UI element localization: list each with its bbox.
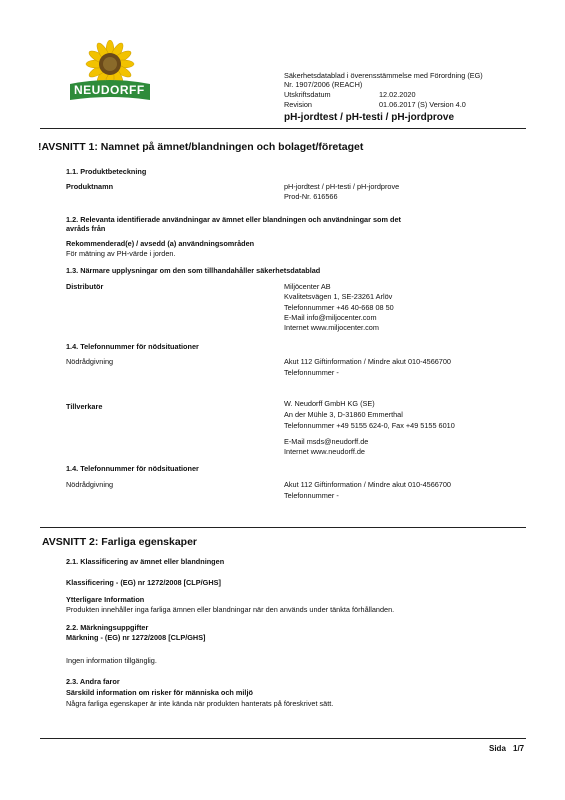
distributor-name: Miljöcenter AB [284,282,331,291]
logo-brand-text: NEUDORFF [74,83,145,97]
print-date-value: 12.02.2020 [379,90,416,99]
s21-more-text: Produkten innehåller inga farliga ämnen eller blandningar när den används under tänkta förhållanden. [66,605,395,614]
header-regulation-line1: Säkerhetsdatablad i överensstämmelse med Förordning (EG) [284,71,483,80]
s14a-line2: Telefonnummer - [284,368,339,377]
manufacturer-address: An der Mühle 3, D-31860 Emmerthal [284,410,403,419]
distributor-label: Distributör [66,282,104,291]
distributor-address: Kvalitetsvägen 1, SE-23261 Arlöv [284,292,393,301]
s12-subheading: Rekommenderad(e) / avsedd (a) användningsområden [66,239,255,248]
s22-heading: 2.2. Märkningsuppgifter [66,623,149,632]
product-name-value: pH-jordtest / pH-testi / pH-jordprove [284,182,400,191]
s14b-heading: 1.4. Telefonnummer för nödsituationer [66,464,199,473]
section-divider [40,527,526,528]
s21-heading: 2.1. Klassificering av ämnet eller blandningen [66,557,225,566]
manufacturer-label: Tillverkare [66,402,103,411]
s12-heading-line2: avråds från [66,224,106,233]
manufacturer-name: W. Neudorff GmbH KG (SE) [284,399,375,408]
revision-label: Revision [284,100,312,109]
s23-subheading: Särskild information om risker för människa och miljö [66,688,253,697]
manufacturer-website: Internet www.neudorff.de [284,447,365,456]
section1-title: !AVSNITT 1: Namnet på ämnet/blandningen och bolaget/företaget [38,141,364,153]
s14b-label: Nödrådgivning [66,480,114,489]
s14b-line2: Telefonnummer - [284,491,339,500]
section2-title: AVSNITT 2: Farliga egenskaper [42,536,198,548]
s21-classification: Klassificering - (EG) nr 1272/2008 [CLP/GHS] [66,578,221,587]
s23-heading: 2.3. Andra faror [66,677,120,686]
distributor-website: Internet www.miljocenter.com [284,323,379,332]
s14a-label: Nödrådgivning [66,357,114,366]
s14a-line1: Akut 112 Giftinformation / Mindre akut 010-4566700 [284,357,451,366]
print-date-label: Utskriftsdatum [284,90,331,99]
s14a-heading: 1.4. Telefonnummer för nödsituationer [66,342,199,351]
s12-text: För mätning av PH-värde i jorden. [66,249,176,258]
distributor-phone: Telefonnummer +46 40-668 08 50 [284,303,394,312]
page-label: Sida [489,744,506,753]
product-number: Prod-Nr. 616566 [284,192,338,201]
footer-divider [40,738,526,739]
s22-subheading: Märkning - (EG) nr 1272/2008 [CLP/GHS] [66,633,206,642]
header-regulation-line2: Nr. 1907/2006 (REACH) [284,80,363,89]
manufacturer-email: E-Mail msds@neudorff.de [284,437,369,446]
s14b-line1: Akut 112 Giftinformation / Mindre akut 010-4566700 [284,480,451,489]
s23-text: Några farliga egenskaper är inte kända när produkten hanterats på föreskrivet sätt. [66,699,334,708]
manufacturer-phone: Telefonnummer +49 5155 624-0, Fax +49 5155 6010 [284,421,455,430]
s13-heading: 1.3. Närmare upplysningar om den som tillhandahåller säkerhetsdatablad [66,266,321,275]
s11-heading: 1.1. Produktbeteckning [66,167,147,176]
s21-more-heading: Ytterligare Information [66,595,145,604]
revision-value: 01.06.2017 (S) Version 4.0 [379,100,466,109]
neudorff-logo [64,40,156,104]
product-name-label: Produktnamn [66,182,114,191]
page-number: 1/7 [513,744,525,753]
distributor-email: E-Mail info@miljocenter.com [284,313,377,322]
s12-heading-line1: 1.2. Relevanta identifierade användningar av ämnet eller blandningen och användningar som det [66,215,401,224]
header-divider [40,128,526,129]
product-title: pH-jordtest / pH-testi / pH-jordprove [284,112,454,123]
s22-text: Ingen information tillgänglig. [66,656,157,665]
